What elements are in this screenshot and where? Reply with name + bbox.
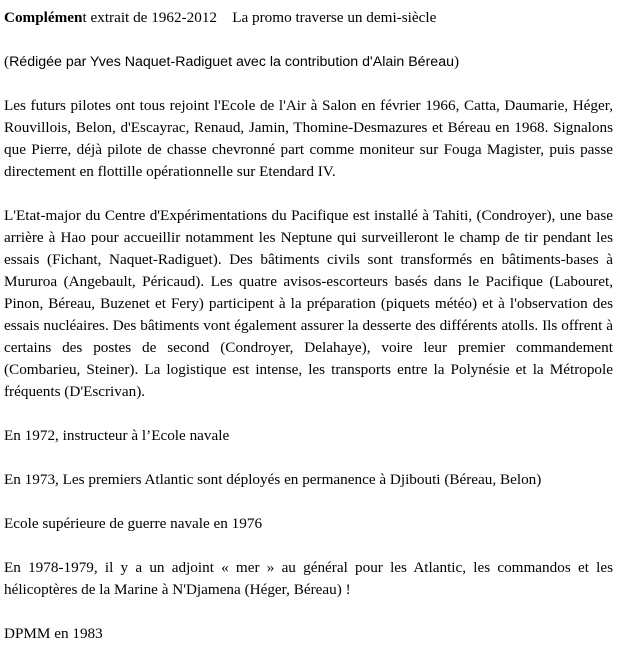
credits-open-paren: ( [4, 53, 10, 70]
paragraph-1978: En 1978-1979, il y a un adjoint « mer » au général pour les Atlantic, les commandos et les hélicoptères de la Marine à N'Djamena (Héger, Béreau) ! [4, 559, 613, 598]
credits-text: Rédigée par Yves Naquet-Radiguet avec la contribution d'Alain Béreau [9, 54, 454, 70]
paragraph-pacific: L'Etat-major du Centre d'Expérimentations du Pacifique est installé à Tahiti, (Condroyer), une base arrière à Hao pour accueillir notamment les Neptune qui surveilleront le champ de tir pendant les essais (Fichant, Naquet-Radiguet). Des bâtiments civils sont transformés en bâtiments-bases à Mururoa (Angebault, Péricaud). Les quatre avisos-escorteurs basés dans le Pacifique (Labouret, Pinon, Béreau, Buzenet et Fery) participent à la préparation (piquets météo) et à l'observation des essais nucléaires. Des bâtiments vont également assurer la desserte des différents atolls. Ils offrent à certains des postes de second (Condroyer, Delahaye), voire leur premier commandement (Combarieu, Steiner). La logistique est intense, les transports entre la Polynésie et la Métropole fréquents (D'Escrivan). [4, 207, 613, 400]
credits-close-paren: ) [453, 53, 460, 70]
title-rest: t extrait de 1962-2012 [82, 9, 218, 26]
paragraph-1983: DPMM en 1983 [4, 625, 103, 642]
paragraph-1976: Ecole supérieure de guerre navale en 1976 [4, 515, 263, 532]
document-page [4, 7, 613, 645]
title-bold-part: Complémen [4, 9, 83, 26]
paragraph-1972: En 1972, instructeur à l’Ecole navale [4, 427, 230, 444]
document-subtitle: La promo traverse un demi-siècle [232, 9, 437, 26]
credits-line [4, 51, 613, 73]
document-title [4, 7, 613, 29]
paragraph-pilots: Les futurs pilotes ont tous rejoint l'Ecole de l'Air à Salon en février 1966, Catta, Daumarie, Héger, Rouvillois, Belon, d'Escayrac, Renaud, Jamin, Thomine-Desmazures et Béreau en 1968. Signalons que Pierre, déjà pilote de chasse chevronné part comme moniteur sur Fouga Magister, puis passe directement en flottille opérationnelle sur Etendard IV. [4, 97, 613, 180]
paragraph-1973: En 1973, Les premiers Atlantic sont déployés en permanence à Djibouti (Béreau, Belon) [4, 471, 542, 488]
